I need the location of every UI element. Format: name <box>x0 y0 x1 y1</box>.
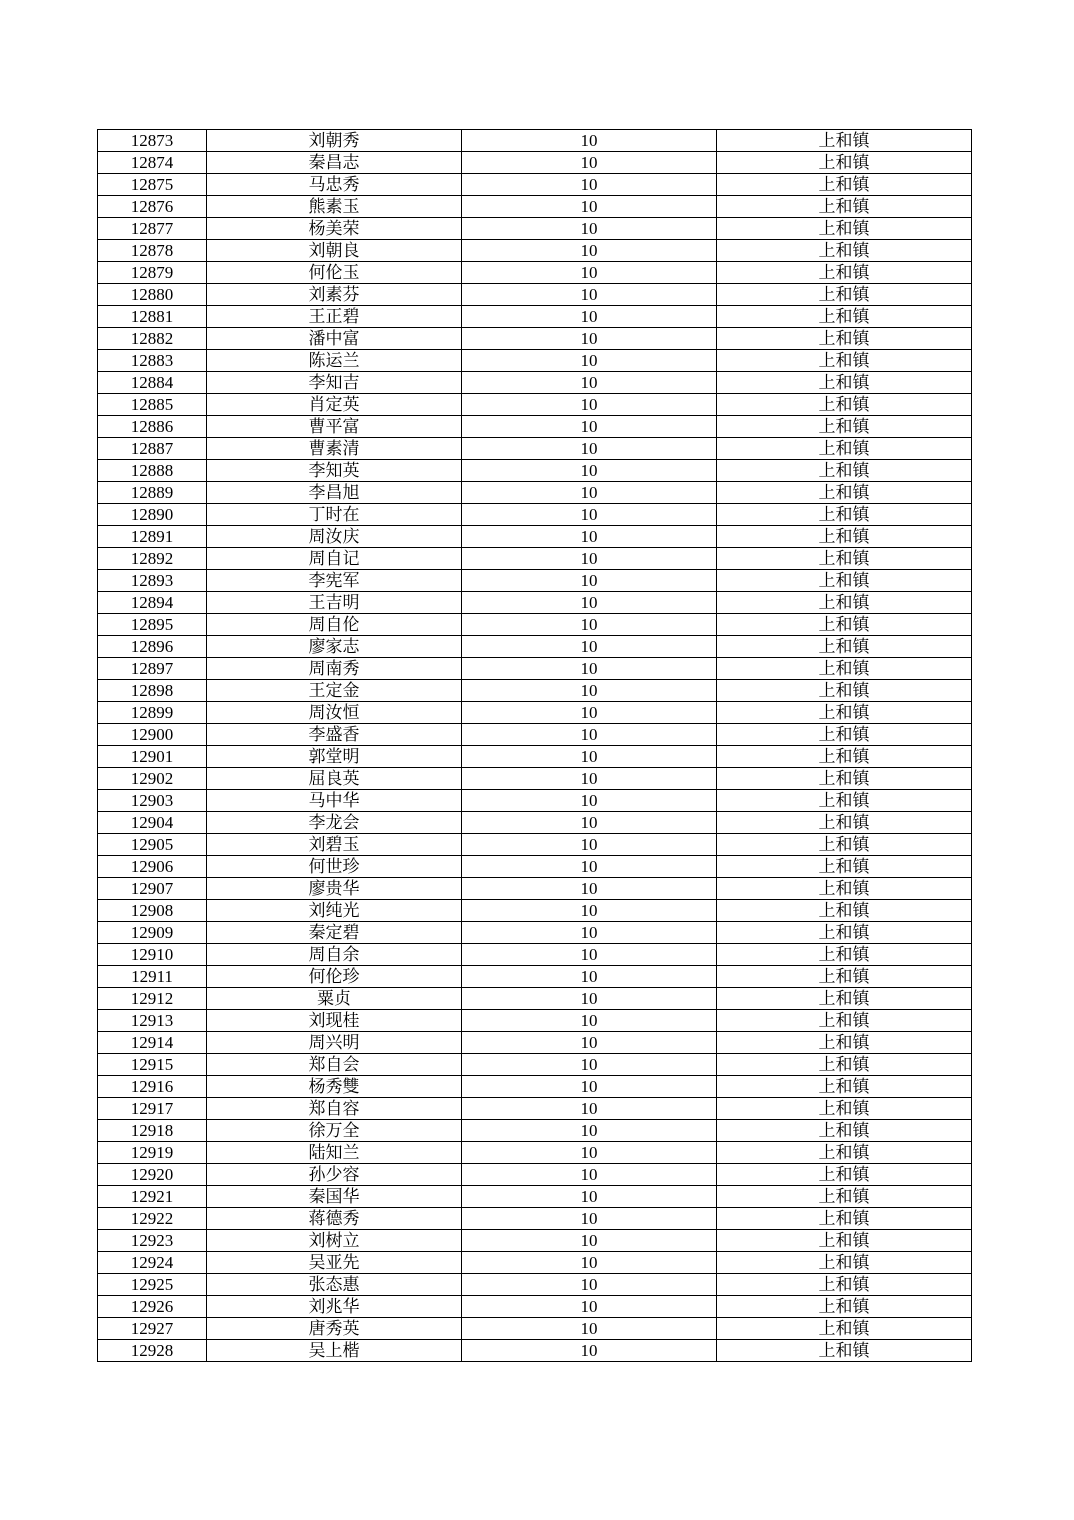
cell-amount: 10 <box>462 570 717 592</box>
cell-id: 12876 <box>98 196 207 218</box>
cell-amount: 10 <box>462 1186 717 1208</box>
cell-id: 12877 <box>98 218 207 240</box>
cell-amount: 10 <box>462 790 717 812</box>
cell-id: 12911 <box>98 966 207 988</box>
cell-amount: 10 <box>462 1230 717 1252</box>
cell-town: 上和镇 <box>717 812 972 834</box>
cell-name: 熊素玉 <box>207 196 462 218</box>
cell-amount: 10 <box>462 944 717 966</box>
cell-name: 徐万全 <box>207 1120 462 1142</box>
cell-name: 刘朝秀 <box>207 130 462 152</box>
cell-id: 12925 <box>98 1274 207 1296</box>
cell-town: 上和镇 <box>717 1098 972 1120</box>
table-row <box>98 922 972 944</box>
cell-town: 上和镇 <box>717 636 972 658</box>
cell-town: 上和镇 <box>717 1032 972 1054</box>
table-row <box>98 724 972 746</box>
cell-amount: 10 <box>462 218 717 240</box>
cell-name: 曹平富 <box>207 416 462 438</box>
cell-town: 上和镇 <box>717 988 972 1010</box>
cell-town: 上和镇 <box>717 1318 972 1340</box>
cell-amount: 10 <box>462 240 717 262</box>
cell-name: 刘碧玉 <box>207 834 462 856</box>
table-row <box>98 1142 972 1164</box>
cell-name: 潘中富 <box>207 328 462 350</box>
cell-town: 上和镇 <box>717 1010 972 1032</box>
cell-name: 刘现桂 <box>207 1010 462 1032</box>
cell-id: 12918 <box>98 1120 207 1142</box>
cell-amount: 10 <box>462 1252 717 1274</box>
cell-name: 刘树立 <box>207 1230 462 1252</box>
cell-amount: 10 <box>462 1208 717 1230</box>
table-row <box>98 680 972 702</box>
cell-town: 上和镇 <box>717 1142 972 1164</box>
cell-name: 周兴明 <box>207 1032 462 1054</box>
cell-town: 上和镇 <box>717 1230 972 1252</box>
cell-amount: 10 <box>462 328 717 350</box>
table-row <box>98 526 972 548</box>
cell-id: 12874 <box>98 152 207 174</box>
cell-id: 12880 <box>98 284 207 306</box>
cell-amount: 10 <box>462 1274 717 1296</box>
cell-id: 12906 <box>98 856 207 878</box>
cell-id: 12909 <box>98 922 207 944</box>
cell-town: 上和镇 <box>717 548 972 570</box>
cell-name: 吴亚先 <box>207 1252 462 1274</box>
cell-amount: 10 <box>462 262 717 284</box>
cell-amount: 10 <box>462 1318 717 1340</box>
cell-id: 12901 <box>98 746 207 768</box>
table-row <box>98 1340 972 1362</box>
cell-name: 马忠秀 <box>207 174 462 196</box>
cell-town: 上和镇 <box>717 240 972 262</box>
cell-id: 12892 <box>98 548 207 570</box>
table-row <box>98 1230 972 1252</box>
table-row <box>98 416 972 438</box>
cell-name: 廖贵华 <box>207 878 462 900</box>
table-row <box>98 1274 972 1296</box>
cell-amount: 10 <box>462 812 717 834</box>
cell-name: 李龙会 <box>207 812 462 834</box>
cell-name: 曹素清 <box>207 438 462 460</box>
cell-id: 12915 <box>98 1054 207 1076</box>
cell-id: 12900 <box>98 724 207 746</box>
table-row <box>98 262 972 284</box>
cell-id: 12919 <box>98 1142 207 1164</box>
cell-amount: 10 <box>462 1164 717 1186</box>
cell-town: 上和镇 <box>717 878 972 900</box>
cell-id: 12910 <box>98 944 207 966</box>
cell-name: 马中华 <box>207 790 462 812</box>
table-row <box>98 1098 972 1120</box>
cell-town: 上和镇 <box>717 1186 972 1208</box>
cell-amount: 10 <box>462 966 717 988</box>
cell-amount: 10 <box>462 1296 717 1318</box>
cell-name: 杨秀雙 <box>207 1076 462 1098</box>
table-row <box>98 284 972 306</box>
cell-amount: 10 <box>462 372 717 394</box>
cell-amount: 10 <box>462 460 717 482</box>
cell-id: 12885 <box>98 394 207 416</box>
cell-town: 上和镇 <box>717 1274 972 1296</box>
table-row <box>98 240 972 262</box>
cell-town: 上和镇 <box>717 702 972 724</box>
cell-town: 上和镇 <box>717 262 972 284</box>
table-row <box>98 966 972 988</box>
cell-amount: 10 <box>462 416 717 438</box>
cell-name: 李知吉 <box>207 372 462 394</box>
cell-town: 上和镇 <box>717 1164 972 1186</box>
cell-town: 上和镇 <box>717 1340 972 1362</box>
cell-name: 秦定碧 <box>207 922 462 944</box>
cell-amount: 10 <box>462 834 717 856</box>
table-row <box>98 1032 972 1054</box>
cell-id: 12922 <box>98 1208 207 1230</box>
cell-id: 12887 <box>98 438 207 460</box>
cell-name: 王定金 <box>207 680 462 702</box>
cell-name: 何伦玉 <box>207 262 462 284</box>
table-row <box>98 1318 972 1340</box>
cell-amount: 10 <box>462 152 717 174</box>
cell-id: 12924 <box>98 1252 207 1274</box>
cell-name: 周汝恒 <box>207 702 462 724</box>
table-row <box>98 482 972 504</box>
table-row <box>98 394 972 416</box>
table-row <box>98 1252 972 1274</box>
cell-name: 廖家志 <box>207 636 462 658</box>
cell-id: 12913 <box>98 1010 207 1032</box>
cell-id: 12895 <box>98 614 207 636</box>
cell-town: 上和镇 <box>717 1076 972 1098</box>
table-row <box>98 856 972 878</box>
cell-amount: 10 <box>462 768 717 790</box>
cell-id: 12903 <box>98 790 207 812</box>
cell-town: 上和镇 <box>717 834 972 856</box>
cell-name: 秦昌志 <box>207 152 462 174</box>
cell-id: 12878 <box>98 240 207 262</box>
table-row <box>98 1120 972 1142</box>
table-row <box>98 504 972 526</box>
cell-id: 12879 <box>98 262 207 284</box>
cell-id: 12905 <box>98 834 207 856</box>
cell-amount: 10 <box>462 614 717 636</box>
cell-id: 12891 <box>98 526 207 548</box>
cell-town: 上和镇 <box>717 152 972 174</box>
table-row <box>98 1296 972 1318</box>
cell-name: 李盛香 <box>207 724 462 746</box>
table-row <box>98 196 972 218</box>
cell-town: 上和镇 <box>717 1252 972 1274</box>
cell-town: 上和镇 <box>717 438 972 460</box>
table-row <box>98 944 972 966</box>
cell-name: 周汝庆 <box>207 526 462 548</box>
cell-town: 上和镇 <box>717 944 972 966</box>
cell-amount: 10 <box>462 636 717 658</box>
cell-name: 郑自会 <box>207 1054 462 1076</box>
table-row <box>98 900 972 922</box>
cell-town: 上和镇 <box>717 196 972 218</box>
cell-town: 上和镇 <box>717 526 972 548</box>
data-table <box>97 129 972 1362</box>
table-body <box>98 130 972 1362</box>
cell-id: 12898 <box>98 680 207 702</box>
table-row <box>98 636 972 658</box>
cell-id: 12873 <box>98 130 207 152</box>
cell-town: 上和镇 <box>717 1208 972 1230</box>
cell-town: 上和镇 <box>717 130 972 152</box>
cell-name: 陆知兰 <box>207 1142 462 1164</box>
cell-amount: 10 <box>462 1054 717 1076</box>
table-row <box>98 350 972 372</box>
cell-id: 12926 <box>98 1296 207 1318</box>
cell-amount: 10 <box>462 1076 717 1098</box>
cell-amount: 10 <box>462 196 717 218</box>
cell-name: 何世珍 <box>207 856 462 878</box>
cell-town: 上和镇 <box>717 328 972 350</box>
cell-name: 刘朝良 <box>207 240 462 262</box>
cell-name: 陈运兰 <box>207 350 462 372</box>
table-row <box>98 306 972 328</box>
cell-name: 孙少容 <box>207 1164 462 1186</box>
cell-town: 上和镇 <box>717 614 972 636</box>
cell-id: 12923 <box>98 1230 207 1252</box>
table-row <box>98 570 972 592</box>
cell-id: 12928 <box>98 1340 207 1362</box>
cell-id: 12888 <box>98 460 207 482</box>
cell-id: 12912 <box>98 988 207 1010</box>
cell-town: 上和镇 <box>717 504 972 526</box>
cell-amount: 10 <box>462 658 717 680</box>
cell-amount: 10 <box>462 680 717 702</box>
cell-id: 12921 <box>98 1186 207 1208</box>
table-row <box>98 658 972 680</box>
cell-id: 12890 <box>98 504 207 526</box>
cell-amount: 10 <box>462 482 717 504</box>
cell-id: 12902 <box>98 768 207 790</box>
cell-amount: 10 <box>462 306 717 328</box>
cell-amount: 10 <box>462 922 717 944</box>
cell-id: 12908 <box>98 900 207 922</box>
table-row <box>98 1186 972 1208</box>
cell-name: 吴上楷 <box>207 1340 462 1362</box>
table-row <box>98 1010 972 1032</box>
cell-town: 上和镇 <box>717 460 972 482</box>
cell-amount: 10 <box>462 724 717 746</box>
cell-amount: 10 <box>462 988 717 1010</box>
cell-name: 周自记 <box>207 548 462 570</box>
cell-id: 12914 <box>98 1032 207 1054</box>
table-row <box>98 328 972 350</box>
cell-amount: 10 <box>462 526 717 548</box>
cell-amount: 10 <box>462 1142 717 1164</box>
cell-name: 郭堂明 <box>207 746 462 768</box>
table-row <box>98 372 972 394</box>
table-row <box>98 702 972 724</box>
table-row <box>98 548 972 570</box>
cell-town: 上和镇 <box>717 746 972 768</box>
cell-name: 屈良英 <box>207 768 462 790</box>
table-row <box>98 218 972 240</box>
cell-name: 王吉明 <box>207 592 462 614</box>
cell-name: 李宪军 <box>207 570 462 592</box>
cell-town: 上和镇 <box>717 1120 972 1142</box>
cell-town: 上和镇 <box>717 790 972 812</box>
cell-amount: 10 <box>462 1340 717 1362</box>
cell-amount: 10 <box>462 856 717 878</box>
cell-name: 秦国华 <box>207 1186 462 1208</box>
table-row <box>98 812 972 834</box>
cell-name: 蒋德秀 <box>207 1208 462 1230</box>
cell-town: 上和镇 <box>717 658 972 680</box>
cell-name: 刘纯光 <box>207 900 462 922</box>
cell-amount: 10 <box>462 746 717 768</box>
cell-amount: 10 <box>462 1032 717 1054</box>
cell-amount: 10 <box>462 350 717 372</box>
cell-id: 12897 <box>98 658 207 680</box>
table-row <box>98 1076 972 1098</box>
cell-name: 刘兆华 <box>207 1296 462 1318</box>
cell-name: 杨美荣 <box>207 218 462 240</box>
cell-id: 12904 <box>98 812 207 834</box>
table-row <box>98 152 972 174</box>
cell-amount: 10 <box>462 284 717 306</box>
table-row <box>98 460 972 482</box>
cell-id: 12884 <box>98 372 207 394</box>
cell-town: 上和镇 <box>717 350 972 372</box>
cell-amount: 10 <box>462 130 717 152</box>
cell-amount: 10 <box>462 1010 717 1032</box>
cell-id: 12896 <box>98 636 207 658</box>
cell-town: 上和镇 <box>717 592 972 614</box>
table-row <box>98 614 972 636</box>
cell-town: 上和镇 <box>717 394 972 416</box>
cell-name: 丁时在 <box>207 504 462 526</box>
cell-town: 上和镇 <box>717 768 972 790</box>
cell-town: 上和镇 <box>717 570 972 592</box>
cell-name: 李知英 <box>207 460 462 482</box>
cell-id: 12917 <box>98 1098 207 1120</box>
cell-name: 唐秀英 <box>207 1318 462 1340</box>
table-row <box>98 130 972 152</box>
table-row <box>98 790 972 812</box>
table-row <box>98 834 972 856</box>
cell-id: 12916 <box>98 1076 207 1098</box>
cell-town: 上和镇 <box>717 1296 972 1318</box>
cell-name: 周自余 <box>207 944 462 966</box>
table-row <box>98 438 972 460</box>
cell-amount: 10 <box>462 504 717 526</box>
cell-name: 刘素芬 <box>207 284 462 306</box>
cell-id: 12899 <box>98 702 207 724</box>
table-row <box>98 1164 972 1186</box>
cell-town: 上和镇 <box>717 416 972 438</box>
cell-id: 12889 <box>98 482 207 504</box>
table-row <box>98 1054 972 1076</box>
cell-town: 上和镇 <box>717 306 972 328</box>
cell-amount: 10 <box>462 394 717 416</box>
table-row <box>98 174 972 196</box>
cell-amount: 10 <box>462 900 717 922</box>
cell-name: 粟贞 <box>207 988 462 1010</box>
cell-id: 12927 <box>98 1318 207 1340</box>
table-row <box>98 878 972 900</box>
cell-town: 上和镇 <box>717 922 972 944</box>
cell-id: 12881 <box>98 306 207 328</box>
cell-name: 周自伦 <box>207 614 462 636</box>
cell-town: 上和镇 <box>717 482 972 504</box>
cell-town: 上和镇 <box>717 966 972 988</box>
cell-id: 12907 <box>98 878 207 900</box>
cell-id: 12882 <box>98 328 207 350</box>
cell-id: 12886 <box>98 416 207 438</box>
cell-id: 12875 <box>98 174 207 196</box>
cell-town: 上和镇 <box>717 1054 972 1076</box>
cell-name: 周南秀 <box>207 658 462 680</box>
cell-town: 上和镇 <box>717 856 972 878</box>
table-row <box>98 988 972 1010</box>
cell-id: 12894 <box>98 592 207 614</box>
cell-name: 张态惠 <box>207 1274 462 1296</box>
cell-town: 上和镇 <box>717 724 972 746</box>
table-row <box>98 768 972 790</box>
cell-town: 上和镇 <box>717 284 972 306</box>
cell-amount: 10 <box>462 1120 717 1142</box>
cell-town: 上和镇 <box>717 680 972 702</box>
cell-amount: 10 <box>462 1098 717 1120</box>
cell-name: 王正碧 <box>207 306 462 328</box>
cell-town: 上和镇 <box>717 372 972 394</box>
cell-amount: 10 <box>462 548 717 570</box>
cell-id: 12893 <box>98 570 207 592</box>
table-row <box>98 746 972 768</box>
table-row <box>98 592 972 614</box>
cell-id: 12883 <box>98 350 207 372</box>
table-row <box>98 1208 972 1230</box>
cell-name: 李昌旭 <box>207 482 462 504</box>
cell-name: 肖定英 <box>207 394 462 416</box>
cell-amount: 10 <box>462 702 717 724</box>
cell-amount: 10 <box>462 438 717 460</box>
cell-amount: 10 <box>462 174 717 196</box>
cell-name: 郑自容 <box>207 1098 462 1120</box>
cell-name: 何伦珍 <box>207 966 462 988</box>
cell-town: 上和镇 <box>717 218 972 240</box>
cell-amount: 10 <box>462 592 717 614</box>
cell-amount: 10 <box>462 878 717 900</box>
cell-town: 上和镇 <box>717 174 972 196</box>
cell-id: 12920 <box>98 1164 207 1186</box>
cell-town: 上和镇 <box>717 900 972 922</box>
